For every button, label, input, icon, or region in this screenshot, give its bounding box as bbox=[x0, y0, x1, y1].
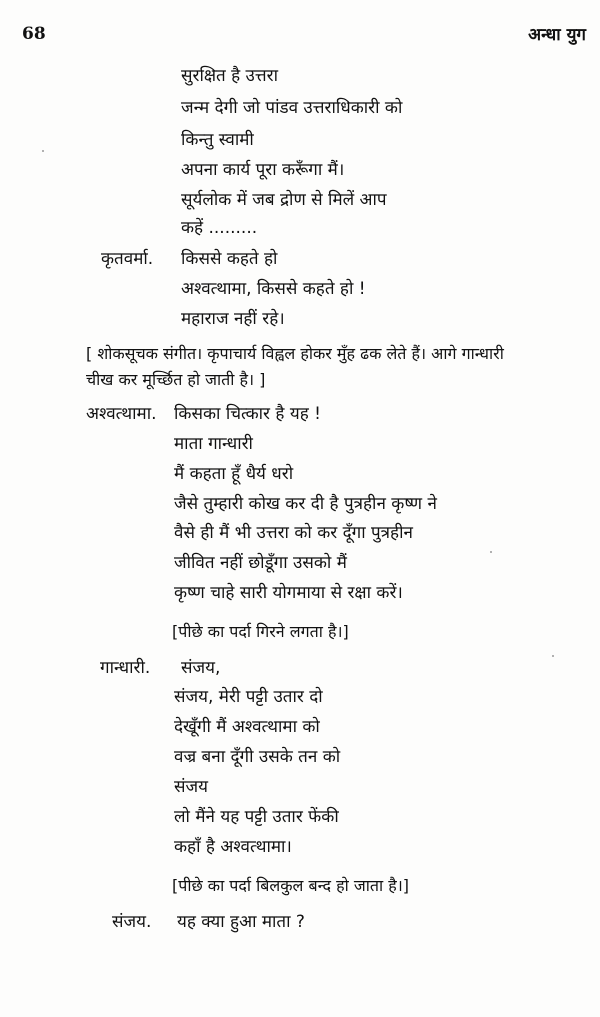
verse-line: वज्र बना दूँगी उसके तन को bbox=[174, 747, 341, 767]
verse-line: अपना कार्य पूरा करूँगा मैं। bbox=[181, 160, 345, 180]
scan-speck bbox=[42, 150, 44, 152]
verse-line: किसका चित्कार है यह ! bbox=[174, 404, 321, 424]
verse-line: अश्वत्थामा, किससे कहते हो ! bbox=[181, 279, 366, 299]
verse-line: जैसे तुम्हारी कोख कर दी है पुत्रहीन कृष्ण ने bbox=[174, 494, 437, 514]
verse-line: जन्म देगी जो पांडव उत्तराधिकारी को bbox=[181, 98, 403, 118]
verse-line: संजय bbox=[174, 777, 208, 797]
verse-line: सुरक्षित है उत्तरा bbox=[181, 66, 278, 86]
verse-line: महाराज नहीं रहे। bbox=[181, 309, 285, 329]
verse-line: जीवित नहीं छोडूँगा उसको मैं bbox=[174, 553, 347, 573]
verse-line: लो मैंने यह पट्टी उतार फेंकी bbox=[174, 807, 339, 827]
stage-direction: [पीछे का पर्दा बिलकुल बन्द हो जाता है।] bbox=[172, 876, 410, 895]
verse-line: किससे कहते हो bbox=[181, 249, 278, 269]
scan-speck bbox=[490, 551, 492, 553]
verse-line: देखूँगी मैं अश्वत्थामा को bbox=[174, 717, 320, 737]
running-head-title: अन्धा युग bbox=[528, 25, 586, 45]
verse-line: यह क्या हुआ माता ? bbox=[177, 912, 305, 932]
stage-direction: [पीछे का पर्दा गिरने लगता है।] bbox=[172, 622, 349, 641]
verse-line: संजय, bbox=[181, 658, 221, 678]
stage-direction: [ शोकसूचक संगीत। कृपाचार्य विह्वल होकर मुँह ढक लेते हैं। आगे गान्धारी bbox=[86, 344, 504, 363]
verse-line: माता गान्धारी bbox=[174, 434, 253, 454]
speaker-kritavarma: कृतवर्मा. bbox=[101, 249, 154, 269]
verse-line: किन्तु स्वामी bbox=[181, 130, 254, 150]
speaker-ashwatthama: अश्वत्थामा. bbox=[86, 404, 157, 424]
verse-line: मैं कहता हूँ धैर्य धरो bbox=[174, 464, 294, 484]
stage-direction: चीख कर मूर्च्छित हो जाती है। ] bbox=[86, 370, 266, 389]
page-number: 68 bbox=[22, 24, 46, 44]
speaker-sanjay: संजय. bbox=[112, 912, 152, 932]
verse-line: सूर्यलोक में जब द्रोण से मिलें आप bbox=[181, 190, 387, 210]
scan-speck bbox=[552, 655, 554, 657]
verse-line: कहें ......... bbox=[181, 218, 258, 238]
verse-line: कृष्ण चाहे सारी योगमाया से रक्षा करें। bbox=[174, 583, 403, 603]
verse-line: वैसे ही मैं भी उत्तरा को कर दूँगा पुत्रहीन bbox=[174, 523, 413, 543]
verse-line: कहाँ है अश्वत्थामा। bbox=[174, 837, 292, 857]
speaker-gandhari: गान्धारी. bbox=[100, 658, 151, 678]
verse-line: संजय, मेरी पट्टी उतार दो bbox=[174, 687, 323, 707]
page-header bbox=[0, 22, 600, 52]
